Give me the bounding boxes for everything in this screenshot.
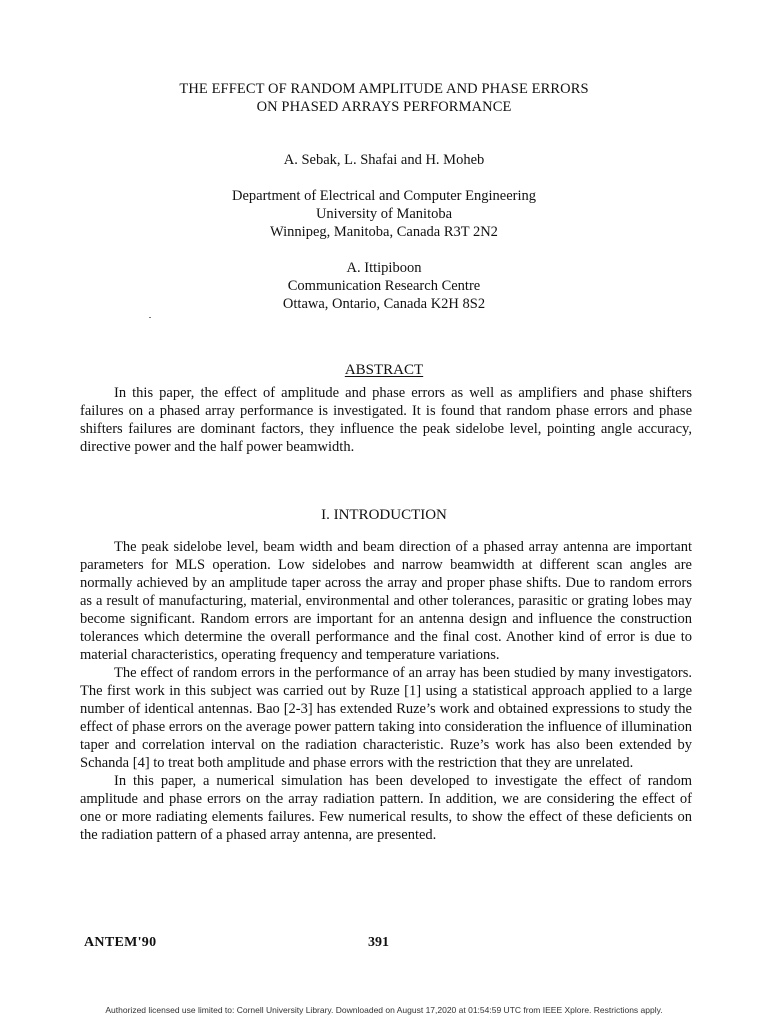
affiliation-university: University of Manitoba [315,206,453,222]
abstract-paragraph: In this paper, the effect of amplitude and phase errors as well as amplifiers and phase shifters failures on a phased array performance is investigated. It is found that random phase errors and phase shifters failures are dominant factors, they influence the peak sidelobe level, pointing angle accuracy, directive power and the half power beamwidth. [80,385,692,455]
affiliation-department: Department of Electrical and Computer Engineering [232,188,536,204]
abstract-heading-text: ABSTRACT [344,362,424,378]
intro-paragraph-1: The peak sidelobe level, beam width and beam direction of a phased array antenna are important parameters for MLS operation. Low sidelobes and narrow beamwidth at different scan angles are normally achieved by an amplitude taper across the array and proper phase shifts. Due to random errors as a result of manufacturing, material, environmental and other tolerances, parasitic or grating lobes may become significant. Random errors are important for an antenna design and influence the construction tolerances which determine the overall performance and the final cost. Another kind of error is due to material characteristics, operating frequency and temperature variations. [80,539,692,663]
author-list: A. Sebak, L. Shafai and H. Moheb [283,152,485,168]
affiliation-crc [0,259,768,313]
title-line-2: ON PHASED ARRAYS PERFORMANCE [256,99,512,115]
affiliation-address: Winnipeg, Manitoba, Canada R3T 2N2 [270,224,498,240]
footer-page-number: 391 [368,935,389,950]
affiliation-centre: Communication Research Centre [287,278,481,294]
footer-conference: ANTEM'90 [84,935,157,950]
section-heading-introduction: I. INTRODUCTION [321,507,447,523]
affiliation-manitoba [0,187,768,241]
introduction-body [80,538,692,844]
abstract-heading [0,361,768,379]
title-line-1: THE EFFECT OF RANDOM AMPLITUDE AND PHASE ERRORS [179,81,589,97]
affiliation-address-2: Ottawa, Ontario, Canada K2H 8S2 [282,296,486,312]
license-notice: Authorized licensed use limited to: Cornell University Library. Downloaded on August 17,2020 at 01:54:59 UTC from IEEE Xplore. Restrictions apply. [105,1005,663,1015]
second-author-name: A. Ittipiboon [346,260,422,276]
paper-title [0,80,768,116]
abstract-body [80,384,692,456]
scan-speck [149,317,151,318]
intro-paragraph-2: The effect of random errors in the performance of an array has been studied by many investigators. The first work in this subject was carried out by Ruze [1] using a statistical approach applied to a large number of identical antennas. Bao [2-3] has extended Ruze’s work and obtained expressions to study the effect of phase errors on the average power pattern taking into consideration the influence of illumination taper and correlation interval on the radiation characteristic. Ruze’s work has also been extended by Schanda [4] to treat both amplitude and phase errors with the restriction that they are unrelated. [80,665,692,771]
intro-paragraph-3: In this paper, a numerical simulation has been developed to investigate the effect of random amplitude and phase errors on the array radiation pattern. In addition, we are considering the effect of one or more radiating elements failures. Few numerical results, to show the effect of these deficients on the radiation pattern of a phased array antenna, are presented. [80,773,692,843]
